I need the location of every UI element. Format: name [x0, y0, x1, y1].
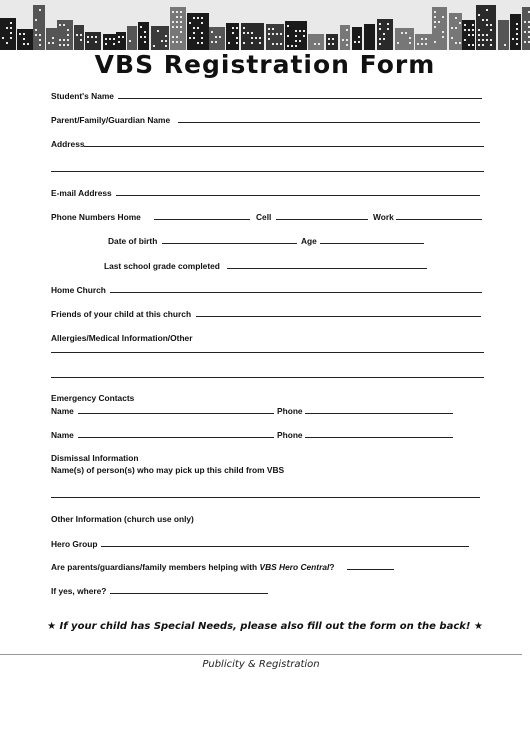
skyline-window — [524, 21, 526, 23]
skyline-window — [383, 38, 385, 40]
skyline-window — [232, 32, 234, 34]
skyline-window — [165, 35, 167, 37]
skyline-window — [346, 39, 348, 41]
skyline-window — [455, 27, 457, 29]
skyline-window — [524, 31, 526, 33]
skyline-window — [180, 21, 182, 23]
skyline-window — [180, 11, 182, 13]
skyline-window — [276, 33, 278, 35]
allergies-field-line-2[interactable] — [51, 377, 484, 378]
skyline-window — [180, 16, 182, 18]
phone-cell-field[interactable] — [276, 219, 368, 220]
helping-question — [51, 562, 334, 572]
skyline-window — [504, 44, 506, 46]
skyline-window — [512, 38, 514, 40]
skyline-window — [247, 32, 249, 34]
skyline-window — [464, 24, 466, 26]
skyline-window — [472, 24, 474, 26]
skyline-window — [63, 44, 65, 46]
skyline-window — [434, 11, 436, 13]
skyline-building — [498, 20, 509, 50]
skyline-window — [421, 43, 423, 45]
helping-question-suffix: ? — [329, 562, 335, 572]
skyline-building — [326, 34, 338, 50]
skyline-window — [486, 9, 488, 11]
skyline-window — [144, 31, 146, 33]
skyline-window — [105, 43, 107, 45]
skyline-window — [490, 44, 492, 46]
skyline-window — [10, 37, 12, 39]
skyline-window — [172, 41, 174, 43]
helping-question-event: VBS Hero Central — [259, 562, 330, 572]
other-info-heading: Other Information (church use only) — [51, 514, 194, 524]
skyline-window — [425, 38, 427, 40]
skyline-window — [434, 41, 436, 43]
skyline-window — [472, 34, 474, 36]
skyline-window — [272, 43, 274, 45]
skyline-window — [379, 23, 381, 25]
skyline-window — [172, 26, 174, 28]
skyline-window — [39, 9, 41, 11]
date-of-birth-label: Date of birth — [108, 236, 158, 246]
skyline-window — [478, 29, 480, 31]
skyline-window — [215, 36, 217, 38]
skyline-window — [176, 16, 178, 18]
footer-text: Publicity & Registration — [202, 659, 320, 670]
skyline-window — [35, 34, 37, 36]
hero-group-label: Hero Group — [51, 539, 98, 549]
skyline-window — [328, 38, 330, 40]
hero-group-field[interactable] — [101, 546, 469, 547]
skyline-window — [482, 44, 484, 46]
skyline-window — [52, 37, 54, 39]
skyline-window — [39, 39, 41, 41]
skyline-window — [287, 45, 289, 47]
skyline-window — [442, 36, 444, 38]
skyline-window — [80, 34, 82, 36]
skyline-building — [74, 25, 84, 50]
skyline-window — [438, 21, 440, 23]
skyline-window — [176, 11, 178, 13]
skyline-building — [308, 34, 324, 50]
skyline-building — [138, 22, 149, 50]
skyline-window — [23, 33, 25, 35]
skyline-window — [140, 36, 142, 38]
footer-divider — [0, 654, 522, 655]
skyline-window — [59, 24, 61, 26]
skyline-window — [243, 27, 245, 29]
address-field-line-1[interactable] — [84, 146, 484, 147]
skyline-window — [482, 34, 484, 36]
skyline-window — [67, 34, 69, 36]
emergency-name-2-field[interactable] — [78, 437, 274, 438]
skyline-building — [476, 5, 496, 50]
skyline-window — [486, 19, 488, 21]
skyline-window — [2, 37, 4, 39]
skyline-window — [172, 21, 174, 23]
skyline-window — [434, 26, 436, 28]
skyline-window — [80, 39, 82, 41]
phone-home-label: Phone Numbers Home — [51, 212, 141, 222]
pickup-label: Name(s) of person(s) who may pick up this child from VBS — [51, 465, 285, 475]
skyline-window — [6, 27, 8, 29]
skyline-building — [116, 32, 126, 50]
skyline-building — [522, 7, 530, 50]
skyline-window — [472, 29, 474, 31]
skyline-window — [197, 27, 199, 29]
skyline-window — [409, 37, 411, 39]
skyline-window — [201, 32, 203, 34]
special-needs-notice: ★ If your child has Special Needs, please also fill out the form on the back! ★ — [47, 621, 483, 632]
skyline-building — [364, 24, 375, 50]
emergency-phone-2-field[interactable] — [305, 437, 453, 438]
last-grade-label: Last school grade completed — [104, 261, 220, 271]
skyline-window — [144, 41, 146, 43]
skyline-window — [268, 38, 270, 40]
skyline-window — [383, 33, 385, 35]
skyline-window — [516, 38, 518, 40]
skyline-window — [144, 36, 146, 38]
skyline-window — [468, 34, 470, 36]
skyline-window — [10, 22, 12, 24]
skyline-window — [478, 14, 480, 16]
skyline-window — [291, 45, 293, 47]
helping-answer-field[interactable] — [347, 569, 394, 570]
skyline-window — [295, 45, 297, 47]
skyline-window — [303, 30, 305, 32]
skyline-window — [129, 40, 131, 42]
skyline-window — [451, 37, 453, 39]
skyline-window — [332, 43, 334, 45]
skyline-window — [490, 29, 492, 31]
skyline-window — [211, 31, 213, 33]
allergies-field-line-1[interactable] — [51, 352, 484, 353]
skyline-window — [387, 23, 389, 25]
skyline-window — [468, 44, 470, 46]
skyline-window — [346, 44, 348, 46]
skyline-window — [243, 42, 245, 44]
skyline-building — [340, 25, 350, 50]
skyline-window — [354, 41, 356, 43]
city-skyline-banner — [0, 0, 530, 50]
skyline-window — [490, 39, 492, 41]
skyline-window — [201, 42, 203, 44]
friends-field[interactable] — [196, 316, 481, 317]
skyline-window — [259, 37, 261, 39]
skyline-window — [95, 36, 97, 38]
skyline-window — [211, 41, 213, 43]
skyline-window — [59, 39, 61, 41]
skyline-window — [157, 30, 159, 32]
skyline-window — [180, 41, 182, 43]
skyline-window — [259, 42, 261, 44]
skyline-window — [251, 32, 253, 34]
skyline-window — [122, 36, 124, 38]
if-yes-field[interactable] — [110, 593, 268, 594]
skyline-window — [379, 28, 381, 30]
skyline-window — [455, 42, 457, 44]
skyline-window — [425, 43, 427, 45]
phone-work-label: Work — [373, 212, 394, 222]
skyline-window — [87, 41, 89, 43]
skyline-building — [266, 24, 284, 50]
skyline-window — [118, 41, 120, 43]
phone-work-field[interactable] — [396, 219, 482, 220]
skyline-window — [397, 42, 399, 44]
skyline-window — [272, 28, 274, 30]
pickup-field[interactable] — [51, 497, 480, 498]
skyline-window — [176, 21, 178, 23]
skyline-building — [0, 18, 16, 50]
skyline-window — [409, 42, 411, 44]
skyline-window — [442, 16, 444, 18]
skyline-building — [352, 27, 362, 50]
skyline-window — [39, 34, 41, 36]
skyline-window — [113, 43, 115, 45]
skyline-window — [405, 32, 407, 34]
skyline-window — [328, 43, 330, 45]
skyline-window — [243, 32, 245, 34]
emergency-phone-1-field[interactable] — [305, 413, 453, 414]
skyline-window — [63, 24, 65, 26]
phone-cell-label: Cell — [256, 212, 272, 222]
emergency-name-1-field[interactable] — [78, 413, 274, 414]
skyline-window — [516, 33, 518, 35]
skyline-window — [113, 38, 115, 40]
skyline-window — [67, 29, 69, 31]
skyline-window — [459, 42, 461, 44]
skyline-window — [464, 29, 466, 31]
skyline-window — [280, 43, 282, 45]
skyline-window — [464, 39, 466, 41]
skyline-window — [387, 28, 389, 30]
skyline-window — [299, 40, 301, 42]
skyline-building — [432, 7, 447, 50]
skyline-window — [421, 38, 423, 40]
skyline-window — [67, 39, 69, 41]
skyline-window — [23, 43, 25, 45]
skyline-building — [395, 28, 414, 50]
skyline-window — [95, 41, 97, 43]
skyline-window — [486, 39, 488, 41]
skyline-window — [172, 11, 174, 13]
skyline-window — [417, 43, 419, 45]
skyline-window — [201, 37, 203, 39]
skyline-window — [295, 30, 297, 32]
skyline-window — [118, 36, 120, 38]
skyline-window — [379, 38, 381, 40]
skyline-window — [255, 37, 257, 39]
skyline-building — [510, 14, 521, 50]
skyline-window — [287, 35, 289, 37]
skyline-window — [91, 36, 93, 38]
skyline-window — [87, 36, 89, 38]
skyline-window — [193, 32, 195, 34]
skyline-window — [76, 34, 78, 36]
emergency-name-2-label: Name — [51, 430, 74, 440]
skyline-window — [105, 38, 107, 40]
skyline-window — [215, 41, 217, 43]
skyline-window — [379, 43, 381, 45]
age-label: Age — [301, 236, 317, 246]
phone-home-field[interactable] — [154, 219, 250, 220]
skyline-window — [165, 45, 167, 47]
skyline-window — [272, 33, 274, 35]
skyline-window — [228, 42, 230, 44]
skyline-window — [109, 38, 111, 40]
skyline-window — [516, 43, 518, 45]
form-title: VBS Registration Form — [94, 50, 436, 79]
date-of-birth-field[interactable] — [162, 243, 297, 244]
skyline-window — [52, 42, 54, 44]
friends-label: Friends of your child at this church — [51, 309, 192, 319]
skyline-window — [401, 32, 403, 34]
skyline-window — [459, 22, 461, 24]
emergency-phone-2-label: Phone — [277, 430, 303, 440]
address-label: Address — [51, 139, 85, 149]
skyline-window — [478, 34, 480, 36]
parent-name-label: Parent/Family/Guardian Name — [51, 115, 171, 125]
emergency-phone-1-label: Phone — [277, 406, 303, 416]
skyline-building — [103, 34, 116, 50]
skyline-window — [482, 39, 484, 41]
skyline-window — [236, 27, 238, 29]
skyline-window — [287, 25, 289, 27]
skyline-window — [434, 16, 436, 18]
skyline-window — [172, 36, 174, 38]
skyline-window — [23, 38, 25, 40]
skyline-window — [197, 42, 199, 44]
skyline-window — [280, 33, 282, 35]
skyline-window — [314, 43, 316, 45]
skyline-graphic — [0, 0, 530, 50]
skyline-window — [35, 29, 37, 31]
skyline-window — [486, 34, 488, 36]
skyline-window — [59, 44, 61, 46]
home-church-label: Home Church — [51, 285, 106, 295]
dismissal-heading: Dismissal Information — [51, 453, 139, 463]
student-name-label: Student's Name — [51, 91, 114, 101]
skyline-window — [189, 22, 191, 24]
skyline-window — [318, 43, 320, 45]
skyline-window — [486, 24, 488, 26]
email-field[interactable] — [116, 195, 480, 196]
skyline-window — [434, 21, 436, 23]
age-field[interactable] — [320, 243, 424, 244]
skyline-window — [180, 31, 182, 33]
home-church-field[interactable] — [110, 292, 482, 293]
skyline-window — [176, 41, 178, 43]
emergency-name-1-label: Name — [51, 406, 74, 416]
skyline-window — [478, 44, 480, 46]
skyline-window — [39, 44, 41, 46]
skyline-window — [176, 36, 178, 38]
skyline-building — [46, 28, 57, 50]
skyline-window — [482, 19, 484, 21]
skyline-window — [299, 30, 301, 32]
skyline-window — [180, 26, 182, 28]
skyline-window — [10, 32, 12, 34]
if-yes-label: If yes, where? — [51, 586, 107, 596]
skyline-window — [193, 17, 195, 19]
skyline-window — [358, 36, 360, 38]
skyline-window — [236, 42, 238, 44]
allergies-label: Allergies/Medical Information/Other — [51, 333, 193, 343]
skyline-window — [153, 45, 155, 47]
skyline-window — [27, 43, 29, 45]
skyline-window — [165, 40, 167, 42]
skyline-window — [451, 27, 453, 29]
skyline-building — [209, 27, 225, 50]
skyline-window — [10, 27, 12, 29]
skyline-window — [332, 38, 334, 40]
skyline-building — [170, 7, 186, 50]
skyline-window — [140, 26, 142, 28]
skyline-window — [63, 39, 65, 41]
skyline-window — [6, 42, 8, 44]
skyline-building — [127, 26, 137, 50]
skyline-window — [268, 28, 270, 30]
skyline-window — [295, 35, 297, 37]
skyline-window — [516, 28, 518, 30]
skyline-window — [490, 24, 492, 26]
emergency-contacts-heading: Emergency Contacts — [51, 393, 135, 403]
skyline-window — [219, 36, 221, 38]
skyline-window — [295, 40, 297, 42]
skyline-window — [161, 40, 163, 42]
student-name-field[interactable] — [118, 98, 482, 99]
skyline-window — [468, 29, 470, 31]
helping-question-prefix: Are parents/guardians/family members helping with — [51, 562, 260, 572]
skyline-window — [524, 41, 526, 43]
skyline-window — [251, 42, 253, 44]
skyline-window — [193, 37, 195, 39]
skyline-window — [236, 37, 238, 39]
skyline-window — [342, 39, 344, 41]
skyline-building — [415, 34, 432, 50]
skyline-window — [48, 42, 50, 44]
skyline-window — [193, 27, 195, 29]
skyline-window — [35, 19, 37, 21]
skyline-window — [303, 35, 305, 37]
skyline-window — [346, 29, 348, 31]
skyline-window — [276, 43, 278, 45]
skyline-window — [455, 17, 457, 19]
skyline-window — [516, 23, 518, 25]
email-label: E-mail Address — [51, 188, 112, 198]
skyline-window — [251, 37, 253, 39]
skyline-window — [201, 22, 203, 24]
skyline-window — [358, 41, 360, 43]
skyline-building — [33, 5, 45, 50]
parent-name-field[interactable] — [178, 122, 480, 123]
skyline-window — [189, 37, 191, 39]
last-grade-field[interactable] — [227, 268, 427, 269]
skyline-window — [197, 17, 199, 19]
skyline-window — [442, 31, 444, 33]
skyline-window — [232, 27, 234, 29]
address-field-line-2[interactable] — [51, 171, 484, 172]
skyline-window — [478, 39, 480, 41]
skyline-window — [67, 44, 69, 46]
skyline-window — [268, 33, 270, 35]
skyline-window — [201, 17, 203, 19]
skyline-window — [19, 33, 21, 35]
skyline-window — [176, 26, 178, 28]
skyline-window — [472, 44, 474, 46]
